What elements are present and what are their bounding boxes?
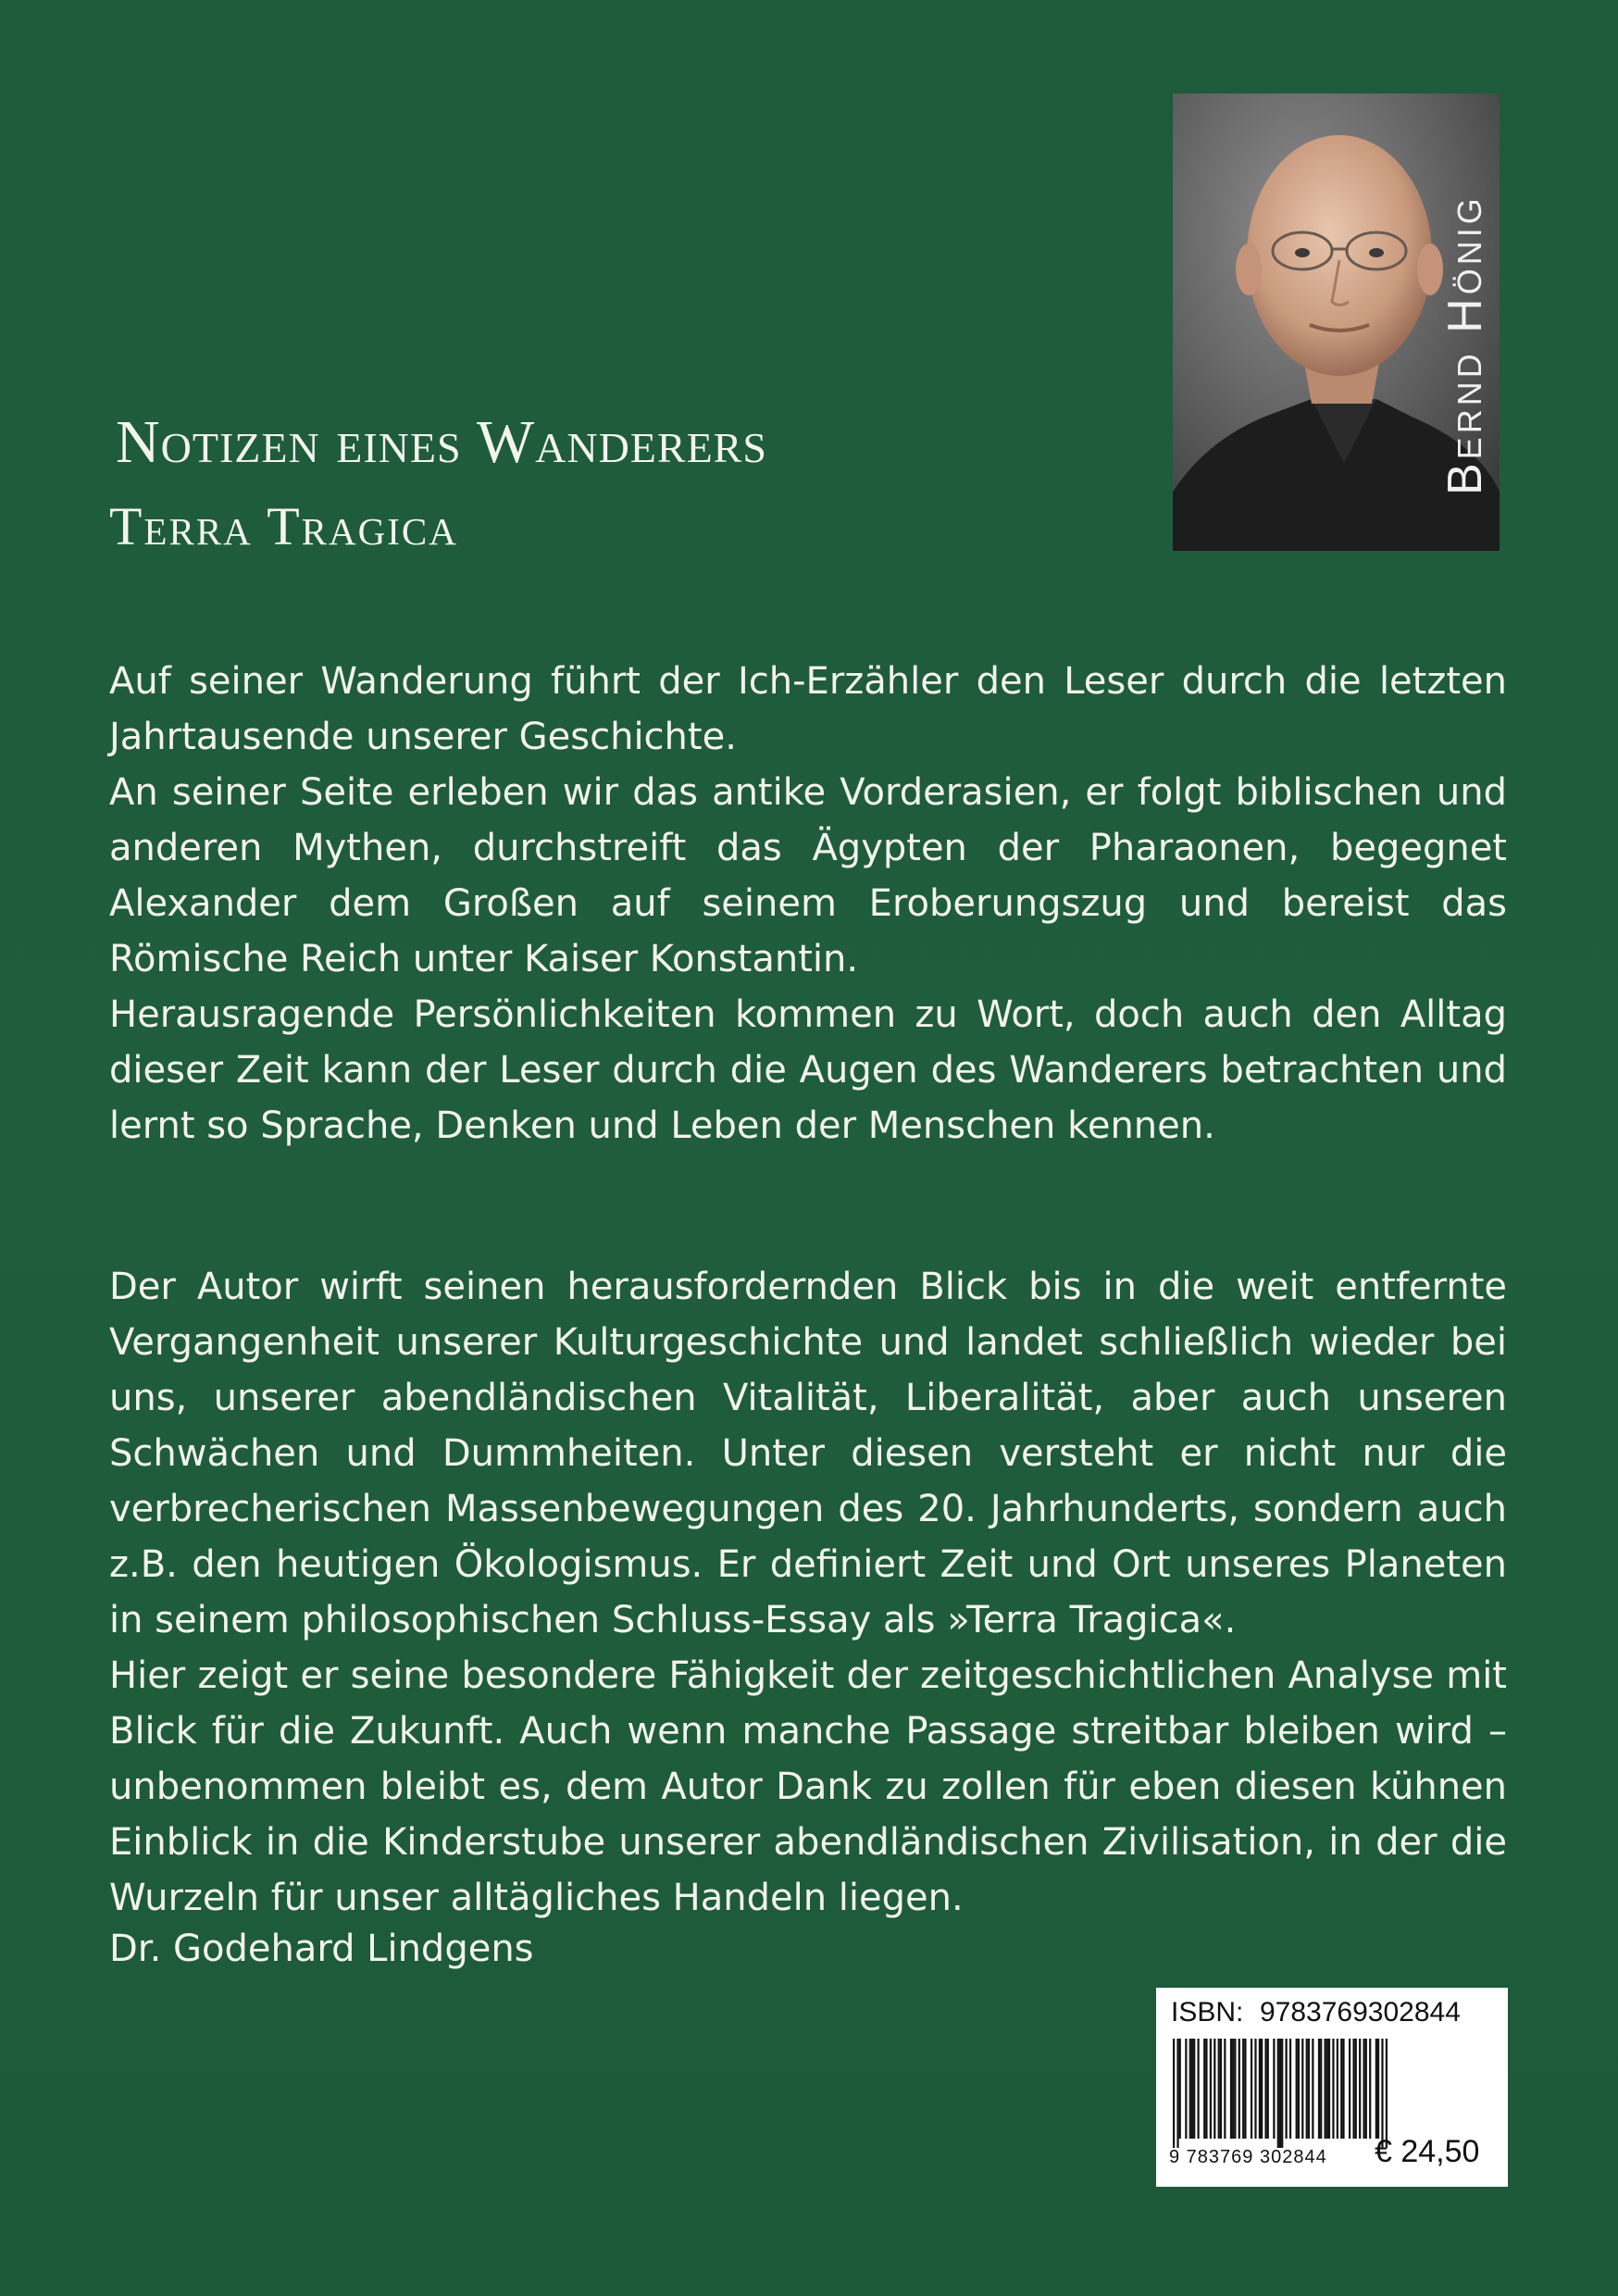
book-subtitle: Terra Tragica [109,496,458,556]
review-signature: Dr. Godehard Lindgens [109,1928,534,1970]
review-paragraph: Der Autor wirft seinen herausfordernden Blick bis in die weit entfernte Vergangenheit unserer Kulturgeschichte und landet schließlich wieder bei uns, unserer abendländischen Vitalität, Liberalität, aber auch unseren Schwächen und Dummheiten. Unter diesen versteht er nicht nur die verbrecherischen Massenbewegungen des 20. Jahrhunderts, sondern auch z.B. den heutigen Ökologismus. Er definiert Zeit und Ort unseres Planeten in seinem philosophischen Schluss-Essay als »Terra Tragica«. [109,1266,1507,1641]
blurb [109,654,1507,1154]
blurb-paragraph: Herausragende Persönlichkeiten kommen zu Wort, doch auch den Alltag dieser Zeit kann der Leser durch die Augen des Wanderers betrachten und lernt so Sprache, Denken und Leben der Menschen kennen. [109,993,1507,1147]
blurb-paragraph: Auf seiner Wanderung führt der Ich-Erzähler den Leser durch die letzten Jahrtausende unserer Geschichte. [109,660,1507,758]
isbn-number: 9783769302844 [1260,1997,1461,2028]
barcode-digits: 9 783769 302844 [1169,2147,1327,2167]
book-title: Notizen eines Wanderers [116,408,767,476]
review-paragraph: Hier zeigt er seine besondere Fähigkeit der zeitgeschichtlichen Analyse mit Blick für die Zukunft. Auch wenn manche Passage streitbar bleiben wird – unbenommen bleibt es, dem Autor Dank zu zollen für eben diesen kühnen Einblick in die Kinderstube unserer abendländischen Zivilisation, in der die Wurzeln für unser alltägliches Handeln liegen. [109,1654,1507,1919]
isbn-barcode-box [1156,1988,1508,2187]
review [109,1259,1507,1926]
isbn-label: ISBN: [1171,1997,1244,2028]
author-name: Bernd Hönig [1438,194,1492,495]
blurb-paragraph: An seiner Seite erleben wir das antike Vorderasien, er folgt biblischen und anderen Mythen, durchstreift das Ägypten der Pharaonen, begegnet Alexander dem Großen auf seinem Eroberungszug und bereist das Römische Reich unter Kaiser Konstantin. [109,771,1507,980]
price: € 24,50 [1375,2134,1480,2169]
barcode-icon [1173,2039,1388,2148]
